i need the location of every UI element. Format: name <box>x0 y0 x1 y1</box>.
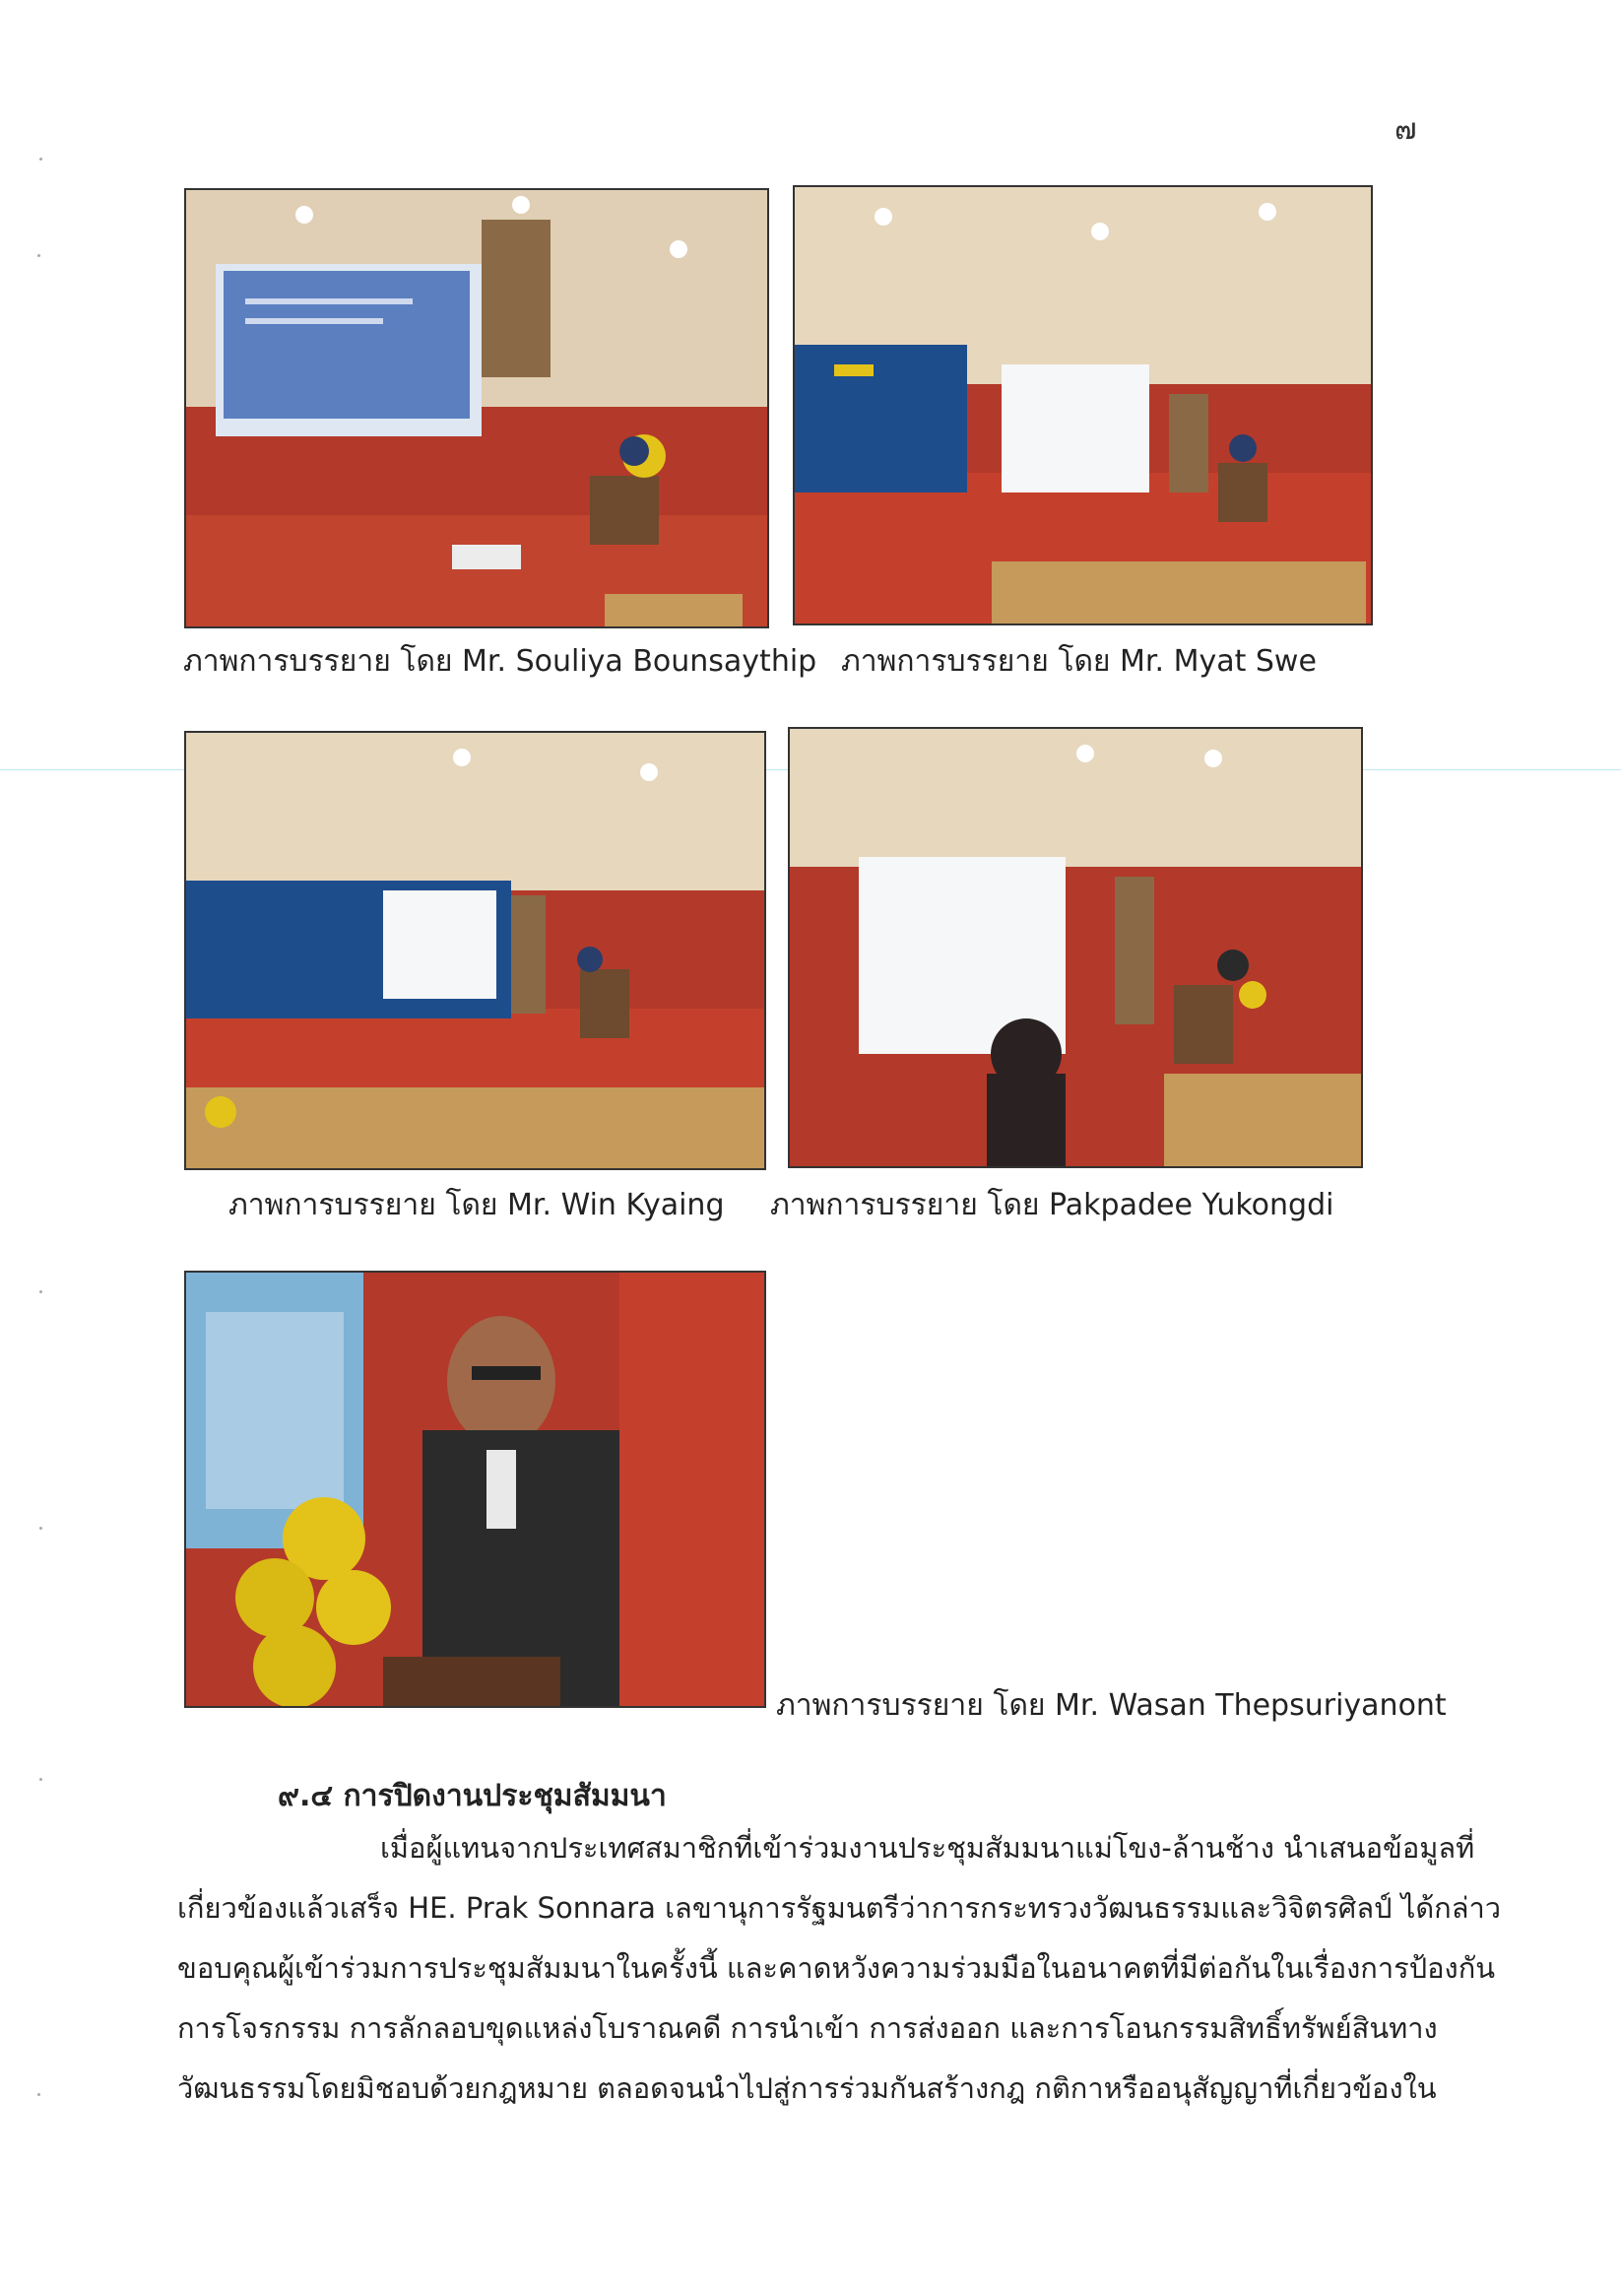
section-heading: ๙.๔ การปิดงานประชุมสัมมนา <box>278 1779 667 1813</box>
photo-lecture-souliya <box>184 188 769 628</box>
scan-dot <box>39 1290 42 1293</box>
scan-dot <box>37 254 40 257</box>
photo-caption: ภาพการบรรยาย โดย Mr. Myat Swe <box>841 644 1317 679</box>
photo-caption: ภาพการบรรยาย โดย Mr. Souliya Bounsaythip <box>183 644 817 679</box>
photo-lecture-win-kyaing <box>184 731 766 1170</box>
photo-lecture-wasan <box>184 1271 766 1708</box>
paragraph-line: เมื่อผู้แทนจากประเทศสมาชิกที่เข้าร่วมงานประชุมสัมมนาแม่โขง-ล้านช้าง นำเสนอข้อมูลที่ <box>380 1831 1475 1865</box>
photo-lecture-pakpadee <box>788 727 1363 1168</box>
photo-caption: ภาพการบรรยาย โดย Pakpadee Yukongdi <box>770 1188 1334 1222</box>
paragraph-line: เกี่ยวข้องแล้วเสร็จ HE. Prak Sonnara เลขานุการรัฐมนตรีว่าการกระทรวงวัฒนธรรมและวิจิตรศิลป์ ได้กล่าว <box>177 1891 1502 1925</box>
photo-caption: ภาพการบรรยาย โดย Mr. Win Kyaing <box>228 1188 725 1222</box>
paragraph-line: การโจรกรรม การลักลอบขุดแหล่งโบราณคดี การนำเข้า การส่งออก และการโอนกรรมสิทธิ์ทรัพย์สินทาง <box>177 2011 1438 2045</box>
paragraph-line: วัฒนธรรมโดยมิชอบด้วยกฎหมาย ตลอดจนนำไปสู่การร่วมกันสร้างกฎ กติกาหรืออนุสัญญาที่เกี่ยวข้องใน <box>177 2071 1437 2105</box>
scan-dot <box>37 2093 40 2096</box>
page-number: ๗ <box>1394 112 1417 147</box>
scan-dot <box>39 158 42 161</box>
scan-dot <box>39 1778 42 1781</box>
photo-lecture-myat-swe <box>793 185 1373 625</box>
scan-dot <box>39 1527 42 1530</box>
paragraph-line: ขอบคุณผู้เข้าร่วมการประชุมสัมมนาในครั้งนี้ และคาดหวังความร่วมมือในอนาคตที่มีต่อกันในเรื่องการป้องกัน <box>177 1951 1496 1985</box>
photo-caption: ภาพการบรรยาย โดย Mr. Wasan Thepsuriyanont <box>776 1688 1447 1723</box>
